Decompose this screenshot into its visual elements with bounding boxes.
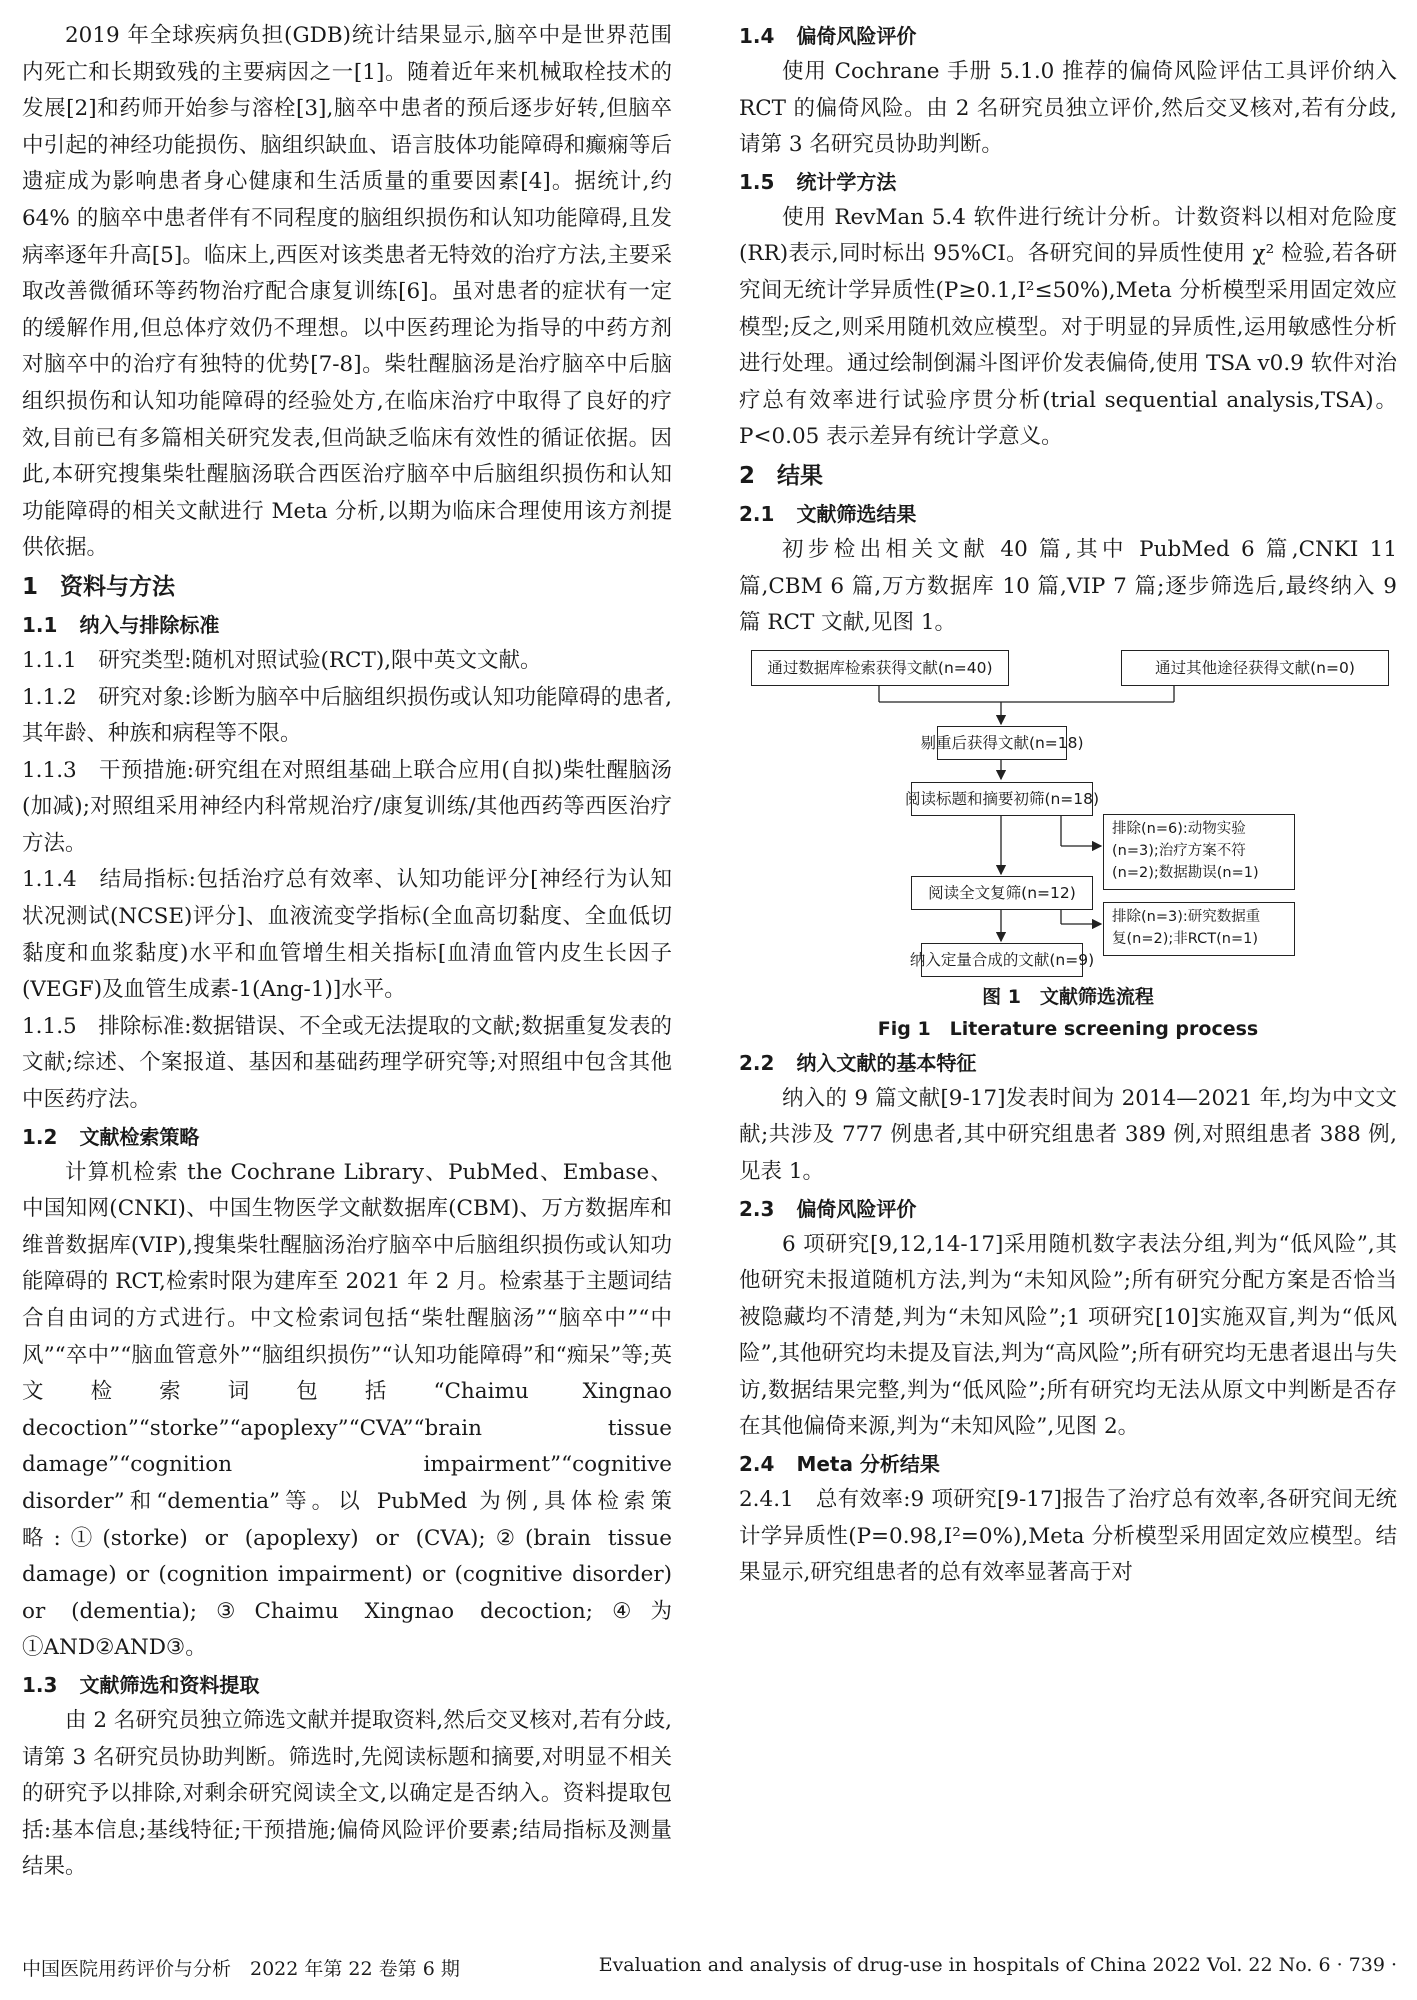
section-2-3-heading <box>739 1191 1397 1227</box>
flow-box-included: 纳入定量合成的文献(n=9) <box>921 943 1083 977</box>
section-1-2-heading <box>22 1119 672 1155</box>
section-number: 1.2 <box>22 1124 58 1149</box>
footer-journal-cn: 中国医院用药评价与分析 2022 年第 22 卷第 6 期 <box>22 1958 460 1980</box>
paragraph-1-2: 计算机检索 the Cochrane Library、PubMed、Embase、中国知网(CNKI)、中国生物医学文献数据库(CBM)、万方数据库和维普数据库(VIP),搜集柴牡醒脑汤治疗脑卒中后脑组织损伤或认知功能障碍的 RCT,检索时限为建库至 2021 年 2 月。检索基于主题词结合自由词的方式进行。中文检索词包括“柴牡醒脑汤”“脑卒中”“中风”“卒中”“脑血管意外”“脑组织损伤”“认知功能障碍”和“痴呆”等;英文检索词包括“Chaimu Xingnao decoction”“storke”“apoplexy”“CVA”“brain tissue damage”“cognition impairment”“cognitive disorder”和“dementia”等。以 PubMed 为例,具体检索策略:①(storke) or (apoplexy) or (CVA);②(brain tissue damage) or (cognition impairment) or (cognitive disorder) or (dementia);③Chaimu Xingnao decoction;④为①AND②AND③。 <box>22 1159 672 1661</box>
paragraph-1-1-3: 1.1.3 干预措施:研究组在对照组基础上联合应用(自拟)柴牡醒脑汤(加减);对照组采用神经内科常规治疗/康复训练/其他西药等西医治疗方法。 <box>22 757 672 856</box>
section-title: 文献筛选结果 <box>796 501 917 526</box>
right-column <box>739 18 1397 1592</box>
paragraph-1-3: 由 2 名研究员独立筛选文献并提取资料,然后交叉核对,若有分歧,请第 3 名研究员协助判断。筛选时,先阅读标题和摘要,对明显不相关的研究予以排除,对剩余研究阅读全文,以确定是否纳入。资料提取包括:基本信息;基线特征;干预措施;偏倚风险评价要素;结局指标及测量结果。 <box>22 1707 672 1880</box>
figure-caption-cn: 图 1 文献筛选流程 <box>982 985 1154 1008</box>
section-number: 1.3 <box>22 1672 58 1697</box>
section-title: Meta 分析结果 <box>796 1452 940 1477</box>
section-number: 2.2 <box>739 1050 775 1075</box>
paragraph-1-4: 使用 Cochrane 手册 5.1.0 推荐的偏倚风险评估工具评价纳入 RCT 的偏倚风险。由 2 名研究员独立评价,然后交叉核对,若有分歧,请第 3 名研究员协助判断。 <box>739 59 1397 158</box>
section-number: 1 <box>22 573 39 600</box>
section-title: 文献检索策略 <box>79 1124 200 1149</box>
flow-box-exclusion-1: 排除(n=6):动物实验 (n=3);治疗方案不符 (n=2);数据勘误(n=1) <box>1103 814 1295 890</box>
flow-box-title-abstract: 阅读标题和摘要初筛(n=18) <box>911 782 1093 816</box>
section-number: 1.4 <box>739 24 775 48</box>
flow-box-deduplicated: 剔重后获得文献(n=18) <box>937 726 1067 760</box>
paragraph-1-1-2: 1.1.2 研究对象:诊断为脑卒中后脑组织损伤或认知功能障碍的患者,其年龄、种族和病程等不限。 <box>22 684 672 747</box>
paragraph-2-2: 纳入的 9 篇文献[9-17]发表时间为 2014—2021 年,均为中文文献;共涉及 777 例患者,其中研究组患者 389 例,对照组患者 388 例,见表 1。 <box>739 1085 1397 1184</box>
section-title: 统计学方法 <box>796 169 897 194</box>
flow-box-exclusion-2: 排除(n=3):研究数据重 复(n=2);非RCT(n=1) <box>1103 902 1295 956</box>
section-2-heading <box>739 456 1397 496</box>
section-1-5-heading <box>739 164 1397 200</box>
left-column <box>22 18 672 1886</box>
section-2-4-heading <box>739 1446 1397 1482</box>
section-title: 结果 <box>777 462 824 489</box>
section-number: 2.1 <box>739 501 775 526</box>
section-title: 文献筛选和资料提取 <box>79 1672 260 1697</box>
section-title: 偏倚风险评价 <box>796 1196 917 1221</box>
section-title: 纳入与排除标准 <box>79 612 220 637</box>
section-number: 2.3 <box>739 1196 775 1221</box>
section-1-1-heading <box>22 607 672 643</box>
section-1-heading <box>22 567 672 607</box>
paragraph-1-5: 使用 RevMan 5.4 软件进行统计分析。计数资料以相对危险度(RR)表示,同时标出 95%CI。各研究间的异质性使用 χ² 检验,若各研究间无统计学异质性(P≥0.1,I²≤50%),Meta 分析模型采用固定效应模型;反之,则采用随机效应模型。对于明显的异质性,运用敏感性分析进行处理。通过绘制倒漏斗图评价发表偏倚,使用 TSA v0.9 软件对治疗总有效率进行试验序贯分析(trial sequential analysis,TSA)。P<0.05 表示差异有统计学意义。 <box>739 204 1397 450</box>
section-number: 2.4 <box>739 1452 775 1477</box>
flow-box-full-text: 阅读全文复筛(n=12) <box>911 876 1093 910</box>
flow-box-database: 通过数据库检索获得文献(n=40) <box>751 650 1009 686</box>
section-1-4-heading <box>739 18 1397 54</box>
section-number: 1.1 <box>22 612 58 637</box>
paragraph-1-1-4: 1.1.4 结局指标:包括治疗总有效率、认知功能评分[神经行为认知状况测试(NCSE)评分]、血液流变学指标(全血高切黏度、全血低切黏度和血浆黏度)水平和血管增生相关指标[血清血管内皮生长因子(VEGF)及血管生成素-1(Ang-1)]水平。 <box>22 867 672 1003</box>
paragraph-2-4-1: 2.4.1 总有效率:9 项研究[9-17]报告了治疗总有效率,各研究间无统计学异质性(P=0.98,I²=0%),Meta 分析模型采用固定效应模型。结果显示,研究组患者的总有效率显著高于对 <box>739 1487 1397 1586</box>
section-title: 资料与方法 <box>60 573 176 600</box>
paragraph-2-3: 6 项研究[9,12,14-17]采用随机数字表法分组,判为“低风险”,其他研究未报道随机方法,判为“未知风险”;所有研究分配方案是否恰当被隐藏均不清楚,判为“未知风险”;1 项研究[10]实施双盲,判为“低风险”,其他研究均未提及盲法,判为“高风险”;所有研究均无患者退出与失访,数据结果完整,判为“低风险”;所有研究均无法从原文中判断是否存在其他偏倚来源,判为“未知风险”,见图 2。 <box>739 1231 1397 1440</box>
flowchart <box>739 646 1397 981</box>
paragraph-1-1-5: 1.1.5 排除标准:数据错误、不全或无法提取的文献;数据重复发表的文献;综述、个案报道、基因和基础药理学研究等;对照组中包含其他中医药疗法。 <box>22 1013 672 1113</box>
section-1-3-heading <box>22 1667 672 1703</box>
section-2-1-heading <box>739 496 1397 532</box>
section-title: 纳入文献的基本特征 <box>796 1050 977 1075</box>
footer-journal-en: Evaluation and analysis of drug-use in hospitals of China 2022 Vol. 22 No. 6 · 739 · <box>598 1954 1397 1976</box>
section-number: 1.5 <box>739 169 775 194</box>
intro-paragraph: 2019 年全球疾病负担(GDB)统计结果显示,脑卒中是世界范围内死亡和长期致残的主要病因之一[1]。随着近年来机械取栓技术的发展[2]和药师开始参与溶栓[3],脑卒中患者的预后逐步好转,但脑卒中引起的神经功能损伤、脑组织缺血、语言肢体功能障碍和癫痫等后遗症成为影响患者身心健康和生活质量的重要因素[4]。据统计,约 64% 的脑卒中患者伴有不同程度的脑组织损伤和认知功能障碍,且发病率逐年升高[5]。临床上,西医对该类患者无特效的治疗方法,主要采取改善微循环等药物治疗配合康复训练[6]。虽对患者的症状有一定的缓解作用,但总体疗效仍不理想。以中医药理论为指导的中药方剂对脑卒中的治疗有独特的优势[7-8]。柴牡醒脑汤是治疗脑卒中后脑组织损伤和认知功能障碍的经验处方,在临床治疗中取得了良好的疗效,目前已有多篇相关研究发表,但尚缺乏临床有效性的循证依据。因此,本研究搜集柴牡醒脑汤联合西医治疗脑卒中后脑组织损伤和认知功能障碍的相关文献进行 Meta 分析,以期为临床合理使用该方剂提供依据。 <box>22 23 672 561</box>
paragraph-1-1-1: 1.1.1 研究类型:随机对照试验(RCT),限中英文文献。 <box>22 647 542 673</box>
section-2-2-heading <box>739 1045 1397 1081</box>
section-number: 2 <box>739 462 756 489</box>
paragraph-2-1: 初步检出相关文献 40 篇,其中 PubMed 6 篇,CNKI 11 篇,CBM 6 篇,万方数据库 10 篇,VIP 7 篇;逐步筛选后,最终纳入 9 篇 RCT 文献,见图 1。 <box>739 536 1397 636</box>
flow-box-other-sources: 通过其他途径获得文献(n=0) <box>1121 650 1389 686</box>
section-title: 偏倚风险评价 <box>796 24 917 48</box>
figure-caption-en: Fig 1 Literature screening process <box>877 1017 1259 1040</box>
